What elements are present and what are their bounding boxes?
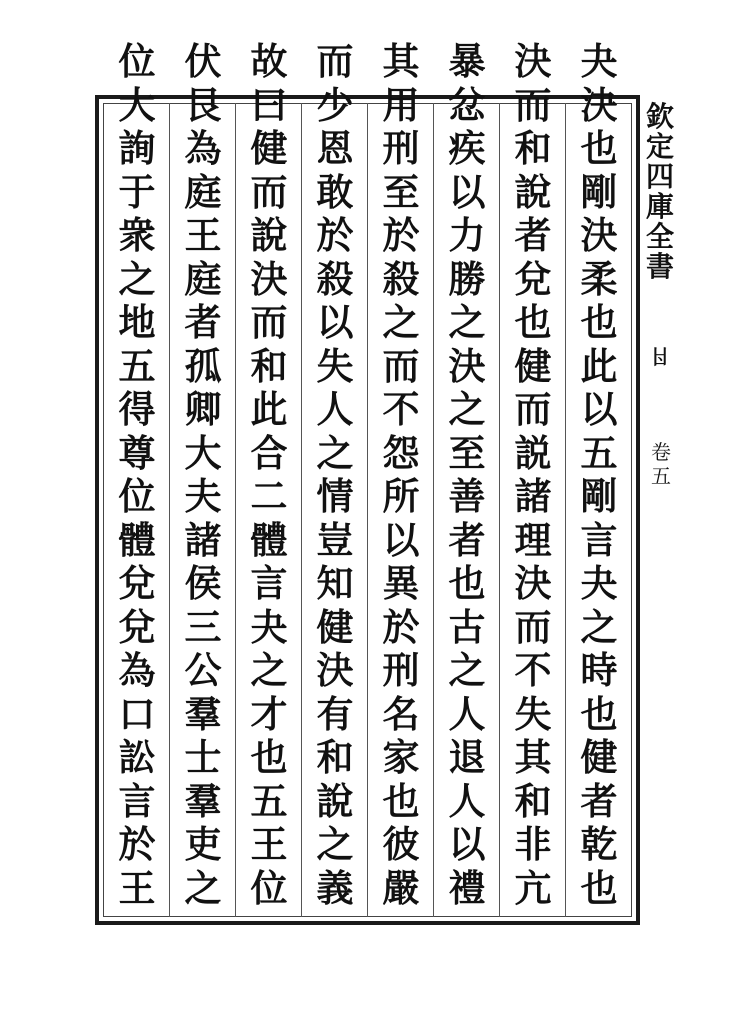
text-char: 者 — [514, 213, 552, 257]
text-char: 之 — [250, 648, 288, 692]
text-char: 決 — [580, 82, 618, 127]
text-char: 疾 — [448, 126, 486, 170]
text-char: 失 — [514, 691, 552, 736]
text-char: 有 — [316, 691, 354, 736]
text-char: 禮 — [448, 865, 486, 910]
text-char: 而 — [514, 82, 552, 127]
text-char: 和 — [514, 778, 552, 823]
text-char: 健 — [316, 604, 354, 649]
text-char: 剛 — [580, 474, 618, 518]
text-char: 情 — [316, 474, 354, 518]
text-char: 所 — [382, 474, 420, 518]
book-title-char: 定 — [645, 130, 674, 163]
text-char: 非 — [514, 822, 552, 866]
text-char: 而 — [514, 604, 552, 649]
text-char: 位 — [118, 474, 156, 518]
text-char: 說 — [514, 169, 552, 214]
text-char: 和 — [250, 343, 288, 388]
text-char: 人 — [448, 691, 486, 736]
book-title-char: 書 — [645, 250, 674, 283]
text-char: 而 — [316, 39, 354, 83]
text-char: 名 — [382, 691, 420, 736]
text-char: 決 — [514, 39, 552, 83]
text-char: 訟 — [118, 735, 156, 779]
text-char: 五 — [250, 778, 288, 823]
text-char: 少 — [316, 82, 354, 127]
text-char: 庭 — [184, 169, 222, 214]
text-char: 士 — [184, 735, 222, 779]
text-char: 之 — [580, 604, 618, 649]
text-char: 者 — [184, 300, 222, 344]
text-char: 決 — [580, 213, 618, 257]
text-char: 於 — [382, 213, 420, 257]
text-char: 亢 — [514, 865, 552, 910]
text-char: 之 — [448, 648, 486, 692]
text-char: 者 — [580, 778, 618, 823]
text-char: 諸 — [184, 517, 222, 562]
text-char: 其 — [382, 39, 420, 83]
text-column — [368, 40, 434, 910]
text-char: 位 — [250, 865, 288, 910]
text-char: 而 — [382, 343, 420, 388]
text-char: 公 — [184, 648, 222, 692]
text-column — [566, 40, 632, 910]
text-char: 卿 — [184, 387, 222, 431]
juan-char: 卷 — [651, 440, 671, 464]
text-char: 時 — [580, 648, 618, 692]
text-char: 和 — [316, 735, 354, 779]
text-char: 體 — [118, 517, 156, 562]
text-char: 羣 — [184, 778, 222, 823]
text-char: 故 — [250, 39, 288, 83]
text-char: 剛 — [580, 169, 618, 214]
text-char: 說 — [250, 213, 288, 257]
text-char: 以 — [316, 300, 354, 344]
text-char: 力 — [448, 213, 486, 257]
text-char: 健 — [580, 735, 618, 779]
text-char: 怨 — [382, 430, 420, 475]
text-char: 言 — [250, 561, 288, 605]
text-char: 之 — [316, 822, 354, 866]
text-char: 説 — [514, 430, 552, 475]
text-char: 也 — [580, 126, 618, 170]
text-char: 柔 — [580, 256, 618, 301]
text-char: 體 — [250, 517, 288, 562]
text-char: 家 — [382, 735, 420, 779]
text-char: 詢 — [118, 126, 156, 170]
text-char: 才 — [250, 691, 288, 736]
text-char: 之 — [448, 300, 486, 344]
text-char: 五 — [118, 343, 156, 388]
text-char: 古 — [448, 604, 486, 649]
text-char: 理 — [514, 517, 552, 562]
text-char: 和 — [514, 126, 552, 170]
text-char: 也 — [580, 300, 618, 344]
text-char: 王 — [250, 822, 288, 866]
text-char: 此 — [580, 343, 618, 388]
book-title-char: 欽 — [645, 100, 674, 133]
text-char: 也 — [448, 561, 486, 605]
text-char: 王 — [184, 213, 222, 257]
text-char: 以 — [580, 387, 618, 431]
text-char: 於 — [118, 822, 156, 866]
text-char: 此 — [250, 387, 288, 431]
text-char: 嚴 — [382, 865, 420, 910]
text-char: 曰 — [250, 82, 288, 127]
text-char: 刑 — [382, 648, 420, 692]
text-char: 於 — [382, 604, 420, 649]
text-char: 也 — [514, 300, 552, 344]
text-char: 大 — [118, 82, 156, 127]
text-char: 庭 — [184, 256, 222, 301]
text-char: 以 — [448, 822, 486, 866]
text-char: 恩 — [316, 126, 354, 170]
text-char: 至 — [448, 430, 486, 475]
text-column — [170, 40, 236, 910]
text-column — [434, 40, 500, 910]
text-char: 言 — [580, 517, 618, 562]
text-char: 兌 — [118, 561, 156, 605]
text-char: 彼 — [382, 822, 420, 866]
text-char: 敢 — [316, 169, 354, 214]
text-char: 口 — [118, 691, 156, 736]
text-char: 之 — [316, 430, 354, 475]
text-char: 三 — [184, 604, 222, 649]
text-char: 之 — [118, 256, 156, 301]
text-char: 其 — [514, 735, 552, 779]
book-title-char: 全 — [645, 220, 674, 253]
text-char: 于 — [118, 169, 156, 214]
text-char: 大 — [184, 430, 222, 475]
text-char: 合 — [250, 430, 288, 475]
text-char: 尊 — [118, 430, 156, 475]
text-char: 也 — [382, 778, 420, 823]
book-title-char: 庫 — [645, 190, 674, 223]
text-char: 之 — [448, 387, 486, 431]
text-char: 殺 — [382, 256, 420, 301]
juan-char: 五 — [651, 464, 671, 488]
text-char: 以 — [382, 517, 420, 562]
text-column — [500, 40, 566, 910]
text-char: 忿 — [448, 82, 486, 127]
text-char: 勝 — [448, 256, 486, 301]
text-char: 也 — [580, 865, 618, 910]
text-char: 諸 — [514, 474, 552, 518]
text-char: 善 — [448, 474, 486, 518]
text-column — [236, 40, 302, 910]
text-char: 暴 — [448, 39, 486, 83]
text-char: 地 — [118, 300, 156, 344]
text-char: 而 — [514, 387, 552, 431]
text-char: 而 — [250, 300, 288, 344]
text-char: 於 — [316, 213, 354, 257]
text-char: 侯 — [184, 561, 222, 605]
text-char: 豈 — [316, 517, 354, 562]
text-char: 失 — [316, 343, 354, 388]
text-char: 夬 — [580, 561, 618, 605]
text-char: 衆 — [118, 213, 156, 257]
text-char: 也 — [250, 735, 288, 779]
text-char: 決 — [316, 648, 354, 692]
text-char: 決 — [250, 256, 288, 301]
text-char: 健 — [514, 343, 552, 388]
book-title-margin — [640, 102, 680, 282]
text-char: 人 — [316, 387, 354, 431]
text-char: 刑 — [382, 126, 420, 170]
text-char: 而 — [250, 169, 288, 214]
text-char: 退 — [448, 735, 486, 779]
text-char: 言 — [118, 778, 156, 823]
juan-marker — [648, 440, 674, 488]
text-char: 兌 — [118, 604, 156, 649]
seal-mark: 𠁿 — [650, 345, 670, 369]
text-char: 之 — [184, 865, 222, 910]
text-char: 為 — [118, 648, 156, 692]
text-char: 決 — [514, 561, 552, 605]
text-char: 羣 — [184, 691, 222, 736]
text-char: 不 — [382, 387, 420, 431]
text-char: 位 — [118, 39, 156, 83]
text-char: 以 — [448, 169, 486, 214]
text-char: 伏 — [184, 39, 222, 83]
text-column — [104, 40, 170, 910]
text-char: 異 — [382, 561, 420, 605]
text-char: 王 — [118, 865, 156, 910]
text-char: 知 — [316, 561, 354, 605]
text-char: 殺 — [316, 256, 354, 301]
text-char: 夬 — [250, 604, 288, 649]
text-char: 決 — [448, 343, 486, 388]
text-char: 乾 — [580, 822, 618, 866]
book-title-char: 四 — [645, 160, 674, 193]
text-char: 兌 — [514, 256, 552, 301]
text-char: 義 — [316, 865, 354, 910]
text-char: 為 — [184, 126, 222, 170]
text-char: 健 — [250, 126, 288, 170]
text-char: 說 — [316, 778, 354, 823]
text-char: 吏 — [184, 822, 222, 866]
text-char: 用 — [382, 82, 420, 127]
text-char: 至 — [382, 169, 420, 214]
text-char: 不 — [514, 648, 552, 692]
text-char: 人 — [448, 778, 486, 823]
text-column — [302, 40, 368, 910]
text-char: 夫 — [184, 474, 222, 518]
text-char: 得 — [118, 387, 156, 431]
text-char: 者 — [448, 517, 486, 562]
text-char: 五 — [580, 430, 618, 475]
text-char: 艮 — [184, 82, 222, 127]
text-char: 孤 — [184, 343, 222, 388]
text-char: 也 — [580, 691, 618, 736]
text-char: 二 — [250, 474, 288, 518]
text-char: 夬 — [580, 39, 618, 83]
text-char: 之 — [382, 300, 420, 344]
